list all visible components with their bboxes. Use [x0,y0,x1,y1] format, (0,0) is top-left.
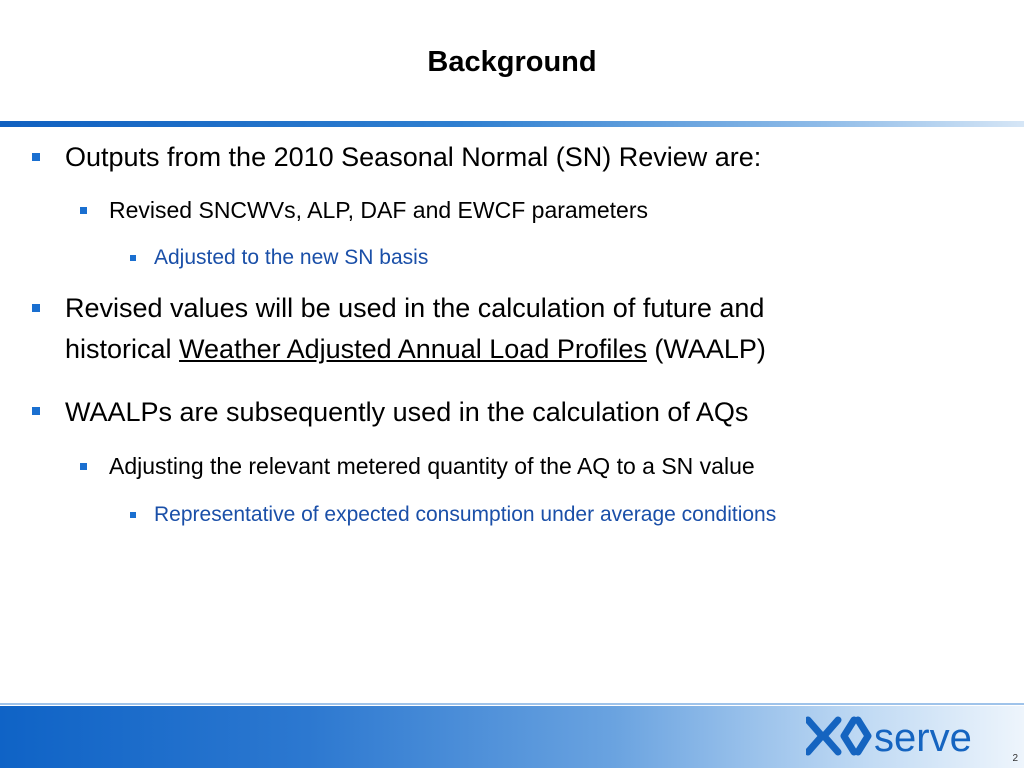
bullet-text-suffix: (WAALP) [646,334,766,364]
square-bullet-icon [32,153,40,161]
square-bullet-icon [80,207,87,214]
waalp-term-link[interactable]: Weather Adjusted Annual Load Profiles [179,334,647,364]
square-bullet-icon [32,304,40,312]
slide-title: Background [427,46,597,78]
bullet-text-line-2 [65,331,766,367]
bullet-text: Outputs from the 2010 Seasonal Normal (SN) Review are: [65,142,762,172]
bullet-text: Adjusted to the new SN basis [154,246,429,269]
page-number: 2 [1012,753,1018,764]
bullet-text: Adjusting the relevant metered quantity of the AQ to a SN value [109,453,755,479]
bullet-text: Representative of expected consumption under average conditions [154,503,777,526]
footer-divider [0,703,1024,705]
square-bullet-icon [32,407,40,415]
bullet-text-prefix: historical [65,334,180,364]
bullet-text: WAALPs are subsequently used in the calculation of AQs [65,397,749,427]
bullet-text: Revised SNCWVs, ALP, DAF and EWCF parameters [109,197,648,223]
bullet-text-line-1: Revised values will be used in the calculation of future and [65,293,765,323]
square-bullet-icon [130,512,136,518]
square-bullet-icon [130,255,136,261]
logo-chevrons-icon [808,720,868,752]
square-bullet-icon [80,463,87,470]
xoserve-logo [806,708,1016,764]
logo-wordmark: serve [874,716,972,760]
